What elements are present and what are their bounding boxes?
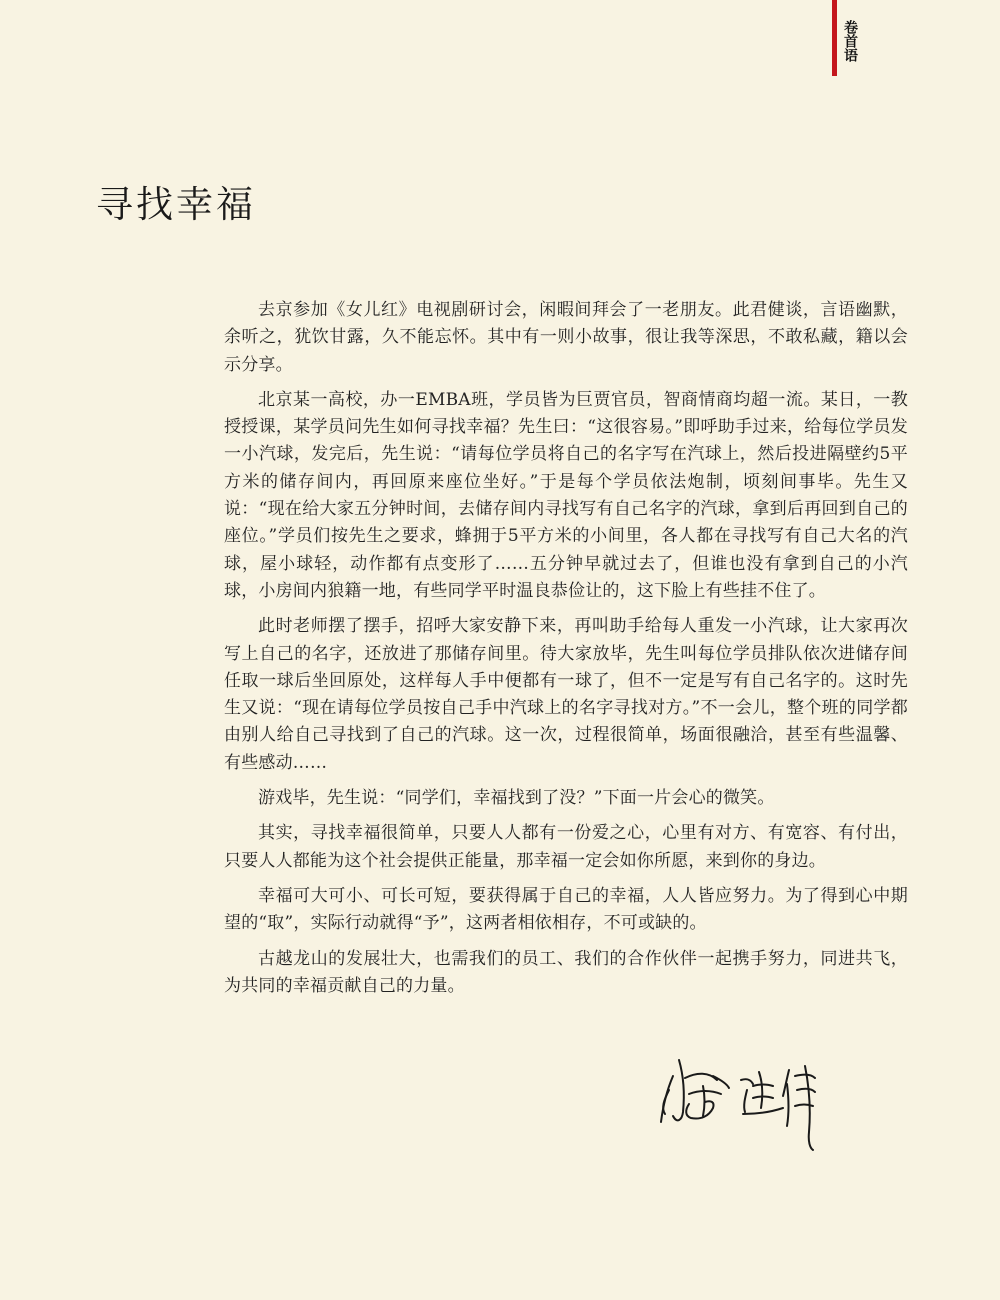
paragraph: 北京某一高校，办一EMBA班，学员皆为巨贾官员，智商情商均超一流。某日，一教授授课，某学员问先生如何寻找幸福？先生曰：“这很容易。”即呼助手过来，给每位学员发一小汽球，发完后，先生说：“请每位学员将自己的名字写在汽球上，然后投进隔壁约5平方米的储存间内，再回原来座位坐好。”于是每个学员依法炮制，顷刻间事毕。先生又说：“现在给大家五分钟时间，去储存间内寻找写有自己名字的汽球，拿到后再回到自己的座位。”学员们按先生之要求，蜂拥于5平方米的小间里，各人都在寻找写有自己大名的汽球，屋小球轻，动作都有点变形了……五分钟早就过去了，但谁也没有拿到自己的小汽球，小房间内狼籍一地，有些同学平时温良恭俭让的，这下脸上有些挂不住了。: [224, 389, 908, 601]
paragraph: 其实，寻找幸福很简单，只要人人都有一份爱之心，心里有对方、有宽容、有付出，只要人人都能为这个社会提供正能量，那幸福一定会如你所愿，来到你的身边。: [224, 823, 908, 871]
article-body: [224, 297, 908, 1008]
signature-strokes: [661, 1060, 815, 1150]
article-title: 寻找幸福: [96, 183, 256, 226]
paragraph: 游戏毕，先生说：“同学们，幸福找到了没？”下面一片会心的微笑。: [258, 788, 775, 809]
paragraph: 幸福可大可小、可长可短，要获得属于自己的幸福，人人皆应努力。为了得到心中期望的“取”，实际行动就得“予”，这两者相依相存，不可或缺的。: [224, 885, 908, 934]
paragraph: 此时老师摆了摆手，招呼大家安静下来，再叫助手给每人重发一小汽球，让大家再次写上自己的名字，还放进了那储存间里。待大家放毕，先生叫每位学员排队依次进储存间任取一球后坐回原处，这样每人手中便都有一球了，但不一定是写有自己名字的。这时先生又说：“现在请每位学员按自己手中汽球上的名字寻找对方。”不一会儿，整个班的同学都由别人给自己寻找到了自己的汽球。这一次，过程很简单，场面很融洽，甚至有些温馨、有些感动……: [224, 616, 908, 773]
section-label: 卷首语: [842, 20, 858, 62]
paragraph: 去京参加《女儿红》电视剧研讨会，闲暇间拜会了一老朋友。此君健谈，言语幽默，余听之，犹饮甘露，久不能忘怀。其中有一则小故事，很让我等深思，不敢私藏，籍以会示分享。: [224, 300, 908, 375]
section-accent-bar: [832, 0, 837, 76]
author-signature: [655, 1050, 830, 1155]
paragraph: 古越龙山的发展壮大，也需我们的员工、我们的合作伙伴一起携手努力，同进共飞，为共同的幸福贡献自己的力量。: [224, 948, 908, 996]
section-tab: [832, 0, 860, 76]
